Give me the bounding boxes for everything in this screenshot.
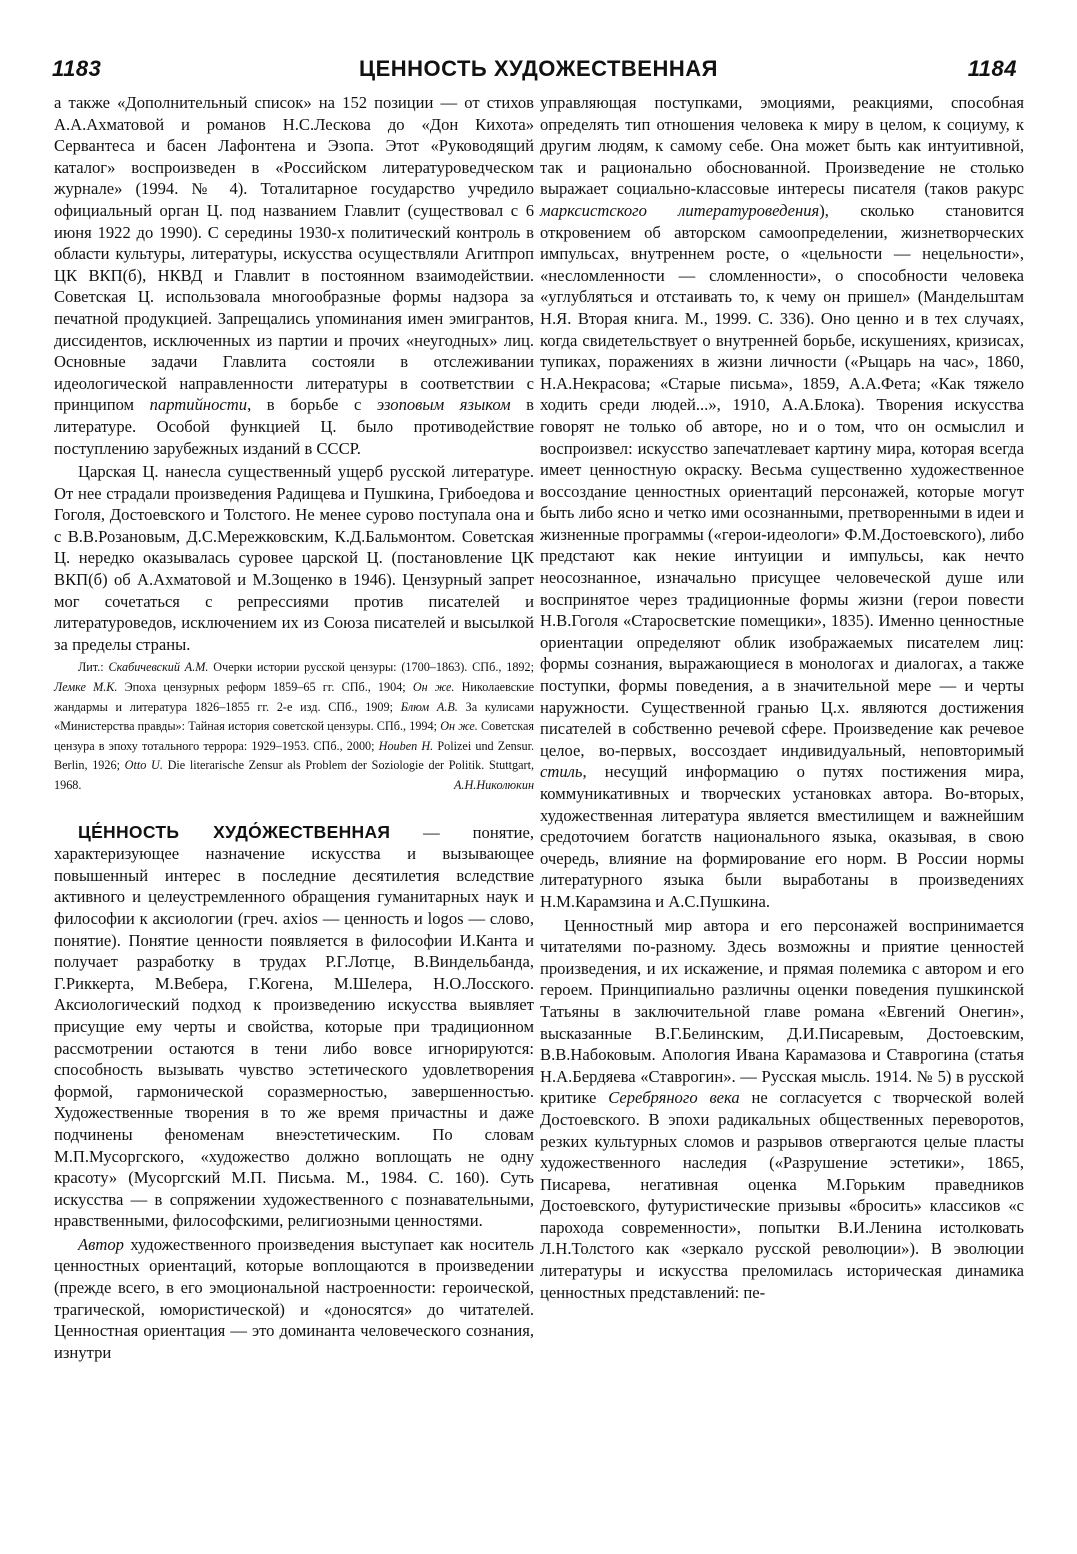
lit-author: Блюм А.В. xyxy=(400,699,458,714)
term-link: стиль xyxy=(540,762,583,782)
left-column xyxy=(54,92,534,1363)
text: управляющая поступками, эмоциями, реакциями, способная определять тип отношения человека к миру в целом, к социуму, к другим людям, к самому себе. Она может быть как интуитивной, так и рационально обоснованной. Произведение не столько выражает социально-классовые интересы писателя (таков ракурс xyxy=(540,93,1024,199)
text: а также «Дополнительный список» на 152 позиции — от стихов А.А.Ахматовой и романов Н.С.Лескова до «Дон Кихота» Сервантеса и басен Лафонтена и Эзопа. Этот «Руководящий каталог» воспроизведен в «Российском литературоведческом журнале» (1994. № 4). Тоталитарное государство учредило официальный орган Ц. под названием Главлит (существовал с 6 июня 1922 до 1990). С середины 1930-х политический контроль в области культуры, литературы, искусства осуществляли Агитпроп ЦК ВКП(б), НКВД и Главлит в постоянном взаимодействии. Советская Ц. использовала многообразные формы надзора за печатной продукцией. Запрещались упоминания имен эмигрантов, диссидентов, исключенных из партии и прочих «неугодных» лиц. Основные задачи Главлита состояли в отслеживании идеологической направленности литературы в соответствии с принципом xyxy=(54,93,534,415)
text: в литературе. Особой функцией Ц. было противодействие поступлению зарубежных изданий в СССР. xyxy=(54,395,535,458)
article-author: А.Н.Николюкин xyxy=(453,778,534,792)
paragraph xyxy=(54,92,534,459)
paragraph xyxy=(540,915,1024,1304)
text: , в борьбе с xyxy=(247,395,377,415)
text: , несущий информацию о путях постижения мира, коммуникативных и творческих установках автора. Во-вторых, художественная литература является вместилищем и важнейшим средоточием богатств национального языка, оказывая, в свою очередь, влияние на формирование его норм. В России нормы литературного языка были выработаны в произведениях Н.М.Карамзина и А.С.Пушкина. xyxy=(540,762,1024,911)
paragraph xyxy=(540,92,1024,913)
paragraph xyxy=(54,1234,534,1364)
lit-author: Скабичевский А.М. xyxy=(108,660,209,675)
lit-author: Otto U. xyxy=(124,758,163,773)
page-number-right: 1184 xyxy=(967,56,1017,81)
page-number-left: 1183 xyxy=(52,56,102,81)
lit-author: Houben H. xyxy=(378,738,434,753)
literature-list xyxy=(54,658,534,795)
running-title: ЦЕННОСТЬ ХУДОЖЕСТВЕННАЯ xyxy=(359,56,718,81)
lit-title: За кулисами «Министерства правды»: Тайная история советской цензуры. СПб., 1994; xyxy=(54,699,534,734)
term-link: эзоповым языком xyxy=(376,395,511,415)
page-header xyxy=(0,0,1077,100)
lit-title: Очерки истории русской цензуры: (1700–1863). СПб., 1892; xyxy=(208,660,534,675)
entry-headword: ЦЕ́ННОСТЬ ХУДО́ЖЕСТВЕННАЯ xyxy=(78,821,391,842)
paragraph: Царская Ц. нанесла существенный ущерб русской литературе. От нее страдали произведения Радищева и Пушкина, Грибоедова и Гоголя, Достоевского и Толстого. Не менее сурово поступала она и с В.В.Розановым, Д.С.Мережковским, К.Д.Бальмонтом. Советская Ц. нередко оказывалась суровее царской Ц. (постановление ЦК ВКП(б) об А.Ахматовой и М.Зощенко в 1946). Цензурный запрет мог сочетаться с репрессиями против писателей и литературоведов, исключением их из Союза писателей и высылкой за пределы страны. xyxy=(54,462,534,654)
term-link: партийности xyxy=(149,395,248,415)
lit-author: Он же. xyxy=(440,719,478,734)
text: художественного произведения выступает как носитель ценностных ориентаций, которые воплощаются в произведении (прежде всего, в его эмоциональной настроенности: героической, трагической, юмористической) и «доносятся» до читателей. Ценностная ориентация — это доминанта человеческого сознания, изнутри xyxy=(54,1234,534,1362)
lit-title: Polizei und Zensur. Berlin, 1926; xyxy=(54,738,534,773)
term-link: марксистского литературоведения xyxy=(540,200,820,220)
text: Ценностный мир автора и его персонажей воспринимается читателями по-разному. Здесь возможны и приятие ценностей произведения, и их искажение, и прямая полемика с автором и его героем. Принципиально различны оценки поведения пушкинской Татьяны в заключительной главе романа «Евгений Онегин», высказанные В.Г.Белинским, Д.И.Писаревым, Достоевским, В.В.Набоковым. Апология Ивана Карамазова и Ставрогина (статья Н.А.Бердяева «Ставрогин». — Русская мысль. 1914. № 5) в русской критике xyxy=(540,915,1024,1108)
text: не согласуется с творческой волей Достоевского. В эпохи радикальных общественных переворотов, резких культурных сломов и разрывов отвергаются целые пласты художественного наследия («Разрушение эстетики», 1865, Писарева, негативная оценка М.Горьким праведников Достоевского, футуристические призывы «бросить» классиков «с парохода современности», попытки В.И.Ленина истолковать Л.Н.Толстого как «зеркало русской революции»). В эволюции литературы и искусства преломилась историческая динамика ценностных представлений: пе- xyxy=(540,1088,1024,1302)
lit-title: Николаевские жандармы и литература 1826–1855 гг. 2-е изд. СПб., 1909; xyxy=(54,680,535,714)
lit-title: Советская цензура в эпоху тотального террора: 1929–1953. СПб., 2000; xyxy=(54,719,534,753)
entry-paragraph xyxy=(54,822,534,1232)
lit-label: Лит.: xyxy=(78,660,109,675)
term-link: Автор xyxy=(78,1234,124,1254)
lit-title: Die literarische Zensur als Problem der Soziologie der Politik. Stuttgart, 1968. xyxy=(54,758,535,792)
lit-author: Он же. xyxy=(412,680,455,695)
right-column xyxy=(540,92,1024,1303)
lit-title: Эпоха цензурных реформ 1859–65 гг. СПб., 1904; xyxy=(117,680,413,695)
text: — понятие, характеризующее назначение искусства и вызывающее повышенный интерес в последние десятилетия вследствие активного и целеустремленного обращения гуманитарных наук и философии к аксиологии (греч. axios — ценность и logos — слово, понятие). Понятие ценности появляется в философии И.Канта и получает разработку в трудах Р.Г.Лотце, В.Виндельбанда, Г.Риккерта, М.Вебера, Г.Когена, М.Шелера, Н.О.Лосского. Аксиологический подход к произведению искусства выявляет присущие ему черты и свойства, которые при традиционном рассмотрении остаются в тени либо вовсе игнорируются: способность вызывать чувство эстетического удовлетворения формой, гармонической соразмерностью, завершенностью. Художественные творения в то же время причастны и даже подчинены феноменам внеэстетическим. По словам М.П.Мусоргского, «художество должно воплощать не одну красоту» (Мусоргский М.П. Письма. М., 1984. С. 160). Суть искусства — в сопряжении художественного с познавательными, нравственными, философскими, религиозными ценностями. xyxy=(54,822,534,1231)
term-link: Серебряного века xyxy=(608,1088,740,1108)
text: ), сколько становится откровением об авторском самоопределении, жизнетворческих импульсах, внутреннем росте, о «цельности — нецельности», «несломленности — сломленности», о способности человека «углубляться и отстаивать то, к чему он пришел» (Мандельштам Н.Я. Вторая книга. М., 1999. С. 336). Оно ценно и в тех случаях, когда свидетельствует о внутренней борьбе, искушениях, кризисах, тупиках, поражениях в жизни личности («Рыцарь на час», 1860, Н.А.Некрасова; «Старые письма», 1859, А.А.Фета; «Как тяжело ходить среди людей...», 1910, А.А.Блока). Творения искусства говорят не только об авторе, но и о том, что он осмыслил и воспроизвел: искусство запечатлевает картину мира, которая всегда имеет ценностную окраску. Весьма существенно художественное воссоздание ценностных ориентаций персонажей, которые могут быть либо ясно и четко ими осознанными, претворенными в идеи и жизненные программы («герои-идеологи» Ф.М.Достоевского), либо предстают как некие интуиции и импульсы, как нечто неосознанное, изначально присущее человеческой душе или воспринятое через традиционные формы жизни (герои повести Н.В.Гоголя «Старосветские помещики», 1835). Именно ценностные ориентации определяют облик изображаемых писателем лиц: формы сознания, выражающиеся в монологах и диалогах, а также поступки, формы поведения, а в значительной мере — и черты наружности. Существенной гранью Ц.х. являются достижения писателей в собственно речевой сфере. Произведение как речевое целое, во-первых, воссоздает индивидуальный, неповторимый xyxy=(540,200,1024,760)
lit-author: Лемке М.К. xyxy=(54,680,118,695)
